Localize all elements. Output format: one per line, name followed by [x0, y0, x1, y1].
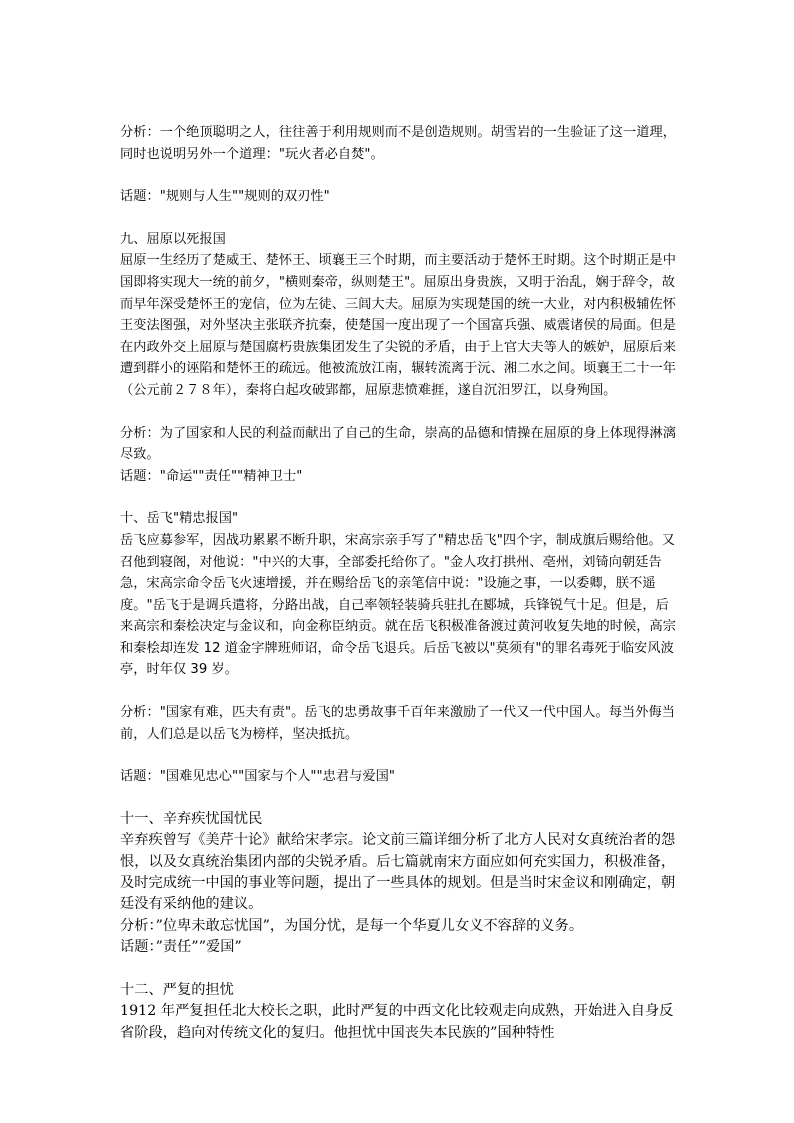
section-11-body: 辛弃疾曾写《美芹十论》献给宋孝宗。论文前三篇详细分析了北方人民对女真统治者的怨恨，以及女真统治集团内部的尖锐矛盾。后七篇就南宋方面应如何充实国力，积极准备，及时完成统一中国的事业等问题，提出了一些具体的规划。但是当时宋金议和刚确定，朝廷没有采纳他的建议。 — [120, 832, 676, 913]
section-10-analysis: 分析："国家有难，匹夫有责"。岳飞的忠勇故事千百年来激励了一代又一代中国人。每当外侮当前，人们总是以岳飞为榜样，坚决抵抗。 — [120, 705, 675, 742]
section-12-heading: 十二、严复的担忧 — [120, 981, 234, 998]
section-9-body: 屈原一生经历了楚威王、楚怀王、顷襄王三个时期，而主要活动于楚怀王时期。这个时期正是中国即将实现大一统的前夕，"横则秦帝，纵则楚王"。屈原出身贵族，又明于治乱，娴于辞令，故而早年深受楚怀王的宠信，位为左徒、三闾大夫。屈原为实现楚国的统一大业，对内积极辅佐怀王变法图强，对外坚决主张联齐抗秦，使楚国一度出现了一个国富兵强、威震诸侯的局面。但是在内政外交上屈原与楚国腐朽贵族集团发生了尖锐的矛盾，由于上官大夫等人的嫉妒，屈原后来遭到群小的诬陷和楚怀王的疏远。他被流放江南，辗转流离于沅、湘二水之间。顷襄王二十一年（公元前２７８年），秦将白起攻破郢都，屈原悲愤难捱，遂自沉汨罗江，以身殉国。 — [120, 253, 676, 398]
section-11-analysis: 分析：”位卑未敢忘忧国”，为国分忧，是每一个华夏儿女义不容辞的义务。 — [120, 917, 584, 934]
section-10-heading: 十、岳飞"精忠报国" — [120, 511, 239, 527]
hu-xueyan-topics: 话题："规则与人生""规则的双刃性" — [120, 189, 330, 205]
section-9-analysis: 分析：为了国家和人民的利益而献出了自己的生命，崇高的品德和情操在屈原的身上体现得淋漓尽致。 — [120, 425, 676, 463]
section-9-heading: 九、屈原以死报国 — [120, 231, 226, 247]
hu-xueyan-analysis: 分析：一个绝顶聪明之人，往往善于利用规则而不是创造规则。胡雪岩的一生验证了这一道理，同时也说明另外一个道理："玩火者必自焚"。 — [120, 125, 676, 162]
section-9-topics: 话题："命运""责任""精神卫士" — [120, 468, 303, 484]
section-12-body: 1912 年严复担任北大校长之职，此时严复的中西文化比较观走向成熟，开始进入自身反省阶段，趋向对传统文化的复归。他担忧中国丧失本民族的”国种特性 — [120, 1003, 674, 1041]
section-10-topics: 话题："国难见忠心""国家与个人""忠君与爱国" — [120, 769, 395, 785]
section-10-body: 岳飞应募参军，因战功累累不断升职，宋高宗亲手写了"精忠岳飞"四个字，制成旗后赐给他。又召他到寝阁，对他说："中兴的大事，全部委托给你了。"金人攻打拱州、亳州，刘锜向朝廷告急，宋高宗命令岳飞火速增援，并在赐给岳飞的亲笔信中说："设施之事，一以委卿，朕不遥度。"岳飞于是调兵遣将，分路出战，自己率领轻装骑兵驻扎在郾城，兵锋锐气十足。但是，后来高宗和秦桧决定与金议和，向金称臣纳贡。就在岳飞积极准备渡过黄河收复失地的时候，高宗和秦桧却连发 12 道金字牌班师诏，命令岳飞退兵。后岳飞被以"莫须有"的罪名毒死于临安风波亭，时年仅 39 岁。 — [120, 532, 676, 678]
section-11-topics: 话题：”责任””爱国” — [120, 939, 242, 956]
section-11-heading: 十一、辛弃疾忧国忧民 — [120, 810, 263, 827]
document-page — [120, 122, 680, 1044]
